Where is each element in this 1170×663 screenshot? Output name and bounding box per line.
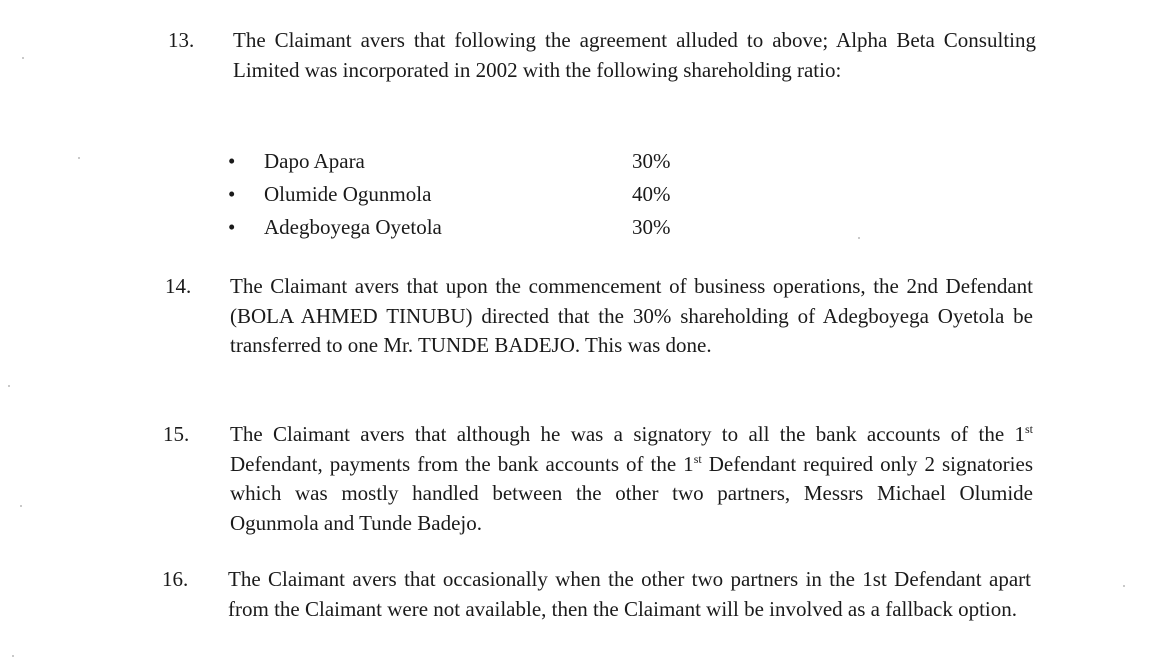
shareholding-percent: 30%	[632, 215, 671, 239]
paragraph-number: 15.	[163, 422, 190, 446]
paragraph-text: The Claimant avers that upon the commencement of business operations, the 2nd Defendant (BOLA AHMED TINUBU) directed that the 30% shareholding of Adegboyega Oyetola be transferred to one Mr. TUNDE BADEJO. This was done.	[230, 274, 1033, 357]
list-item	[228, 147, 728, 180]
text-run: Defendant, payments from the bank accounts of the 1	[230, 451, 694, 476]
shareholding-list	[228, 147, 728, 246]
bullet-icon: •	[228, 215, 236, 239]
shareholder-name: Dapo Apara	[264, 149, 365, 173]
scan-speck	[22, 57, 24, 59]
ordinal-superscript: st	[693, 451, 702, 466]
ordinal-superscript: st	[1024, 422, 1033, 436]
scan-speck	[20, 505, 22, 507]
list-item	[228, 180, 728, 213]
text-run: Defendant required only 2 signatories which was mostly handled between the other two partners, Messrs Michael Olumide Ogunmola and Tunde Badejo.	[230, 451, 1033, 535]
shareholding-percent: 30%	[632, 149, 671, 173]
paragraph-text: The Claimant avers that following the agreement alluded to above; Alpha Beta Consulting Limited was incorporated in 2002 with the following shareholding ratio:	[233, 28, 1036, 82]
text-run: The Claimant avers that although he was a signatory to all the bank accounts of the 1	[230, 422, 1025, 446]
scan-speck	[78, 157, 80, 159]
paragraph-number: 13.	[168, 28, 195, 52]
scan-speck	[12, 655, 14, 657]
bullet-icon: •	[228, 149, 236, 173]
paragraph-number: 14.	[165, 274, 192, 298]
shareholder-name: Adegboyega Oyetola	[264, 215, 442, 239]
paragraph-number: 16.	[162, 567, 189, 591]
shareholder-name: Olumide Ogunmola	[264, 182, 432, 206]
scan-speck	[1123, 585, 1125, 587]
bullet-icon: •	[228, 182, 236, 206]
list-item	[228, 213, 728, 246]
scan-speck	[858, 237, 860, 239]
scan-speck	[8, 385, 10, 387]
shareholding-percent: 40%	[632, 182, 671, 206]
paragraph-text: The Claimant avers that occasionally when the other two partners in the 1st Defendant apart from the Claimant were not available, then the Claimant will be involved as a fallback option.	[228, 567, 1031, 621]
paragraph-text	[230, 420, 1033, 538]
